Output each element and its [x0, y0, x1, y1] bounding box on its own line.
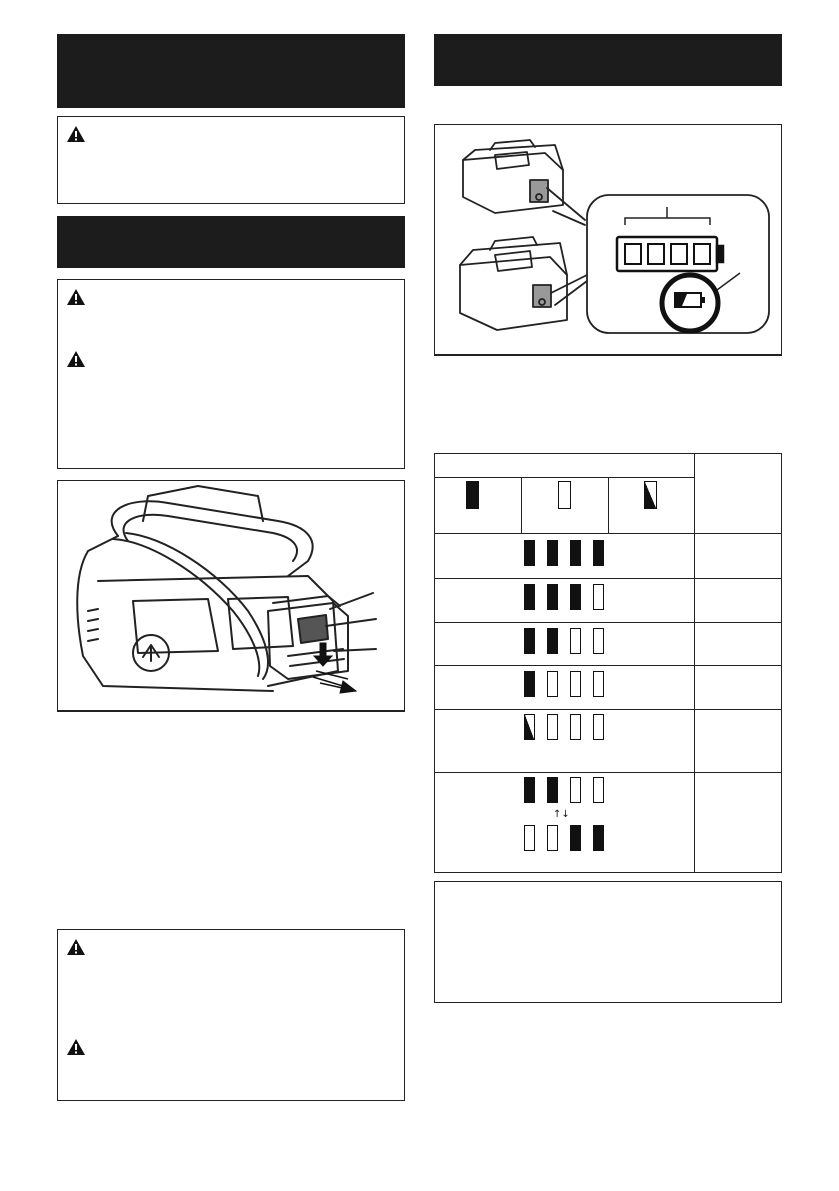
legend-lit-segment [466, 481, 479, 509]
battery-segment-lit [570, 584, 581, 610]
battery-segment-off [524, 825, 535, 851]
indicator-row-5 [434, 714, 694, 740]
indicator-row-4 [434, 671, 694, 697]
legend-off-segment [558, 481, 571, 509]
legend-blinking-segment [644, 481, 657, 509]
battery-segment-off [547, 714, 558, 740]
warning-triangle-icon [66, 350, 86, 368]
indicator-table [434, 453, 782, 873]
battery-segment-lit [524, 628, 535, 654]
battery-segment-lit [593, 540, 604, 566]
battery-segment-off [570, 671, 581, 697]
indicator-row-1 [434, 540, 694, 566]
battery-segment-off [547, 671, 558, 697]
section-header-bar-2 [57, 216, 405, 268]
battery-segment-lit [547, 584, 558, 610]
section-header-bar-1 [57, 34, 405, 108]
battery-segment-lit [547, 540, 558, 566]
note-box [434, 881, 782, 1003]
figure-battery-indicator [434, 124, 782, 356]
battery-cartridges-illustration [435, 125, 780, 353]
figure-battery-removal [57, 480, 405, 712]
battery-segment-off [547, 825, 558, 851]
battery-segment-off [593, 671, 604, 697]
warning-triangle-icon [66, 288, 86, 306]
battery-segment-off [593, 714, 604, 740]
chainsaw-illustration [58, 481, 403, 709]
warning-triangle-icon [66, 938, 86, 956]
battery-segment-lit [547, 777, 558, 803]
battery-segment-off [570, 628, 581, 654]
battery-segment-off [593, 584, 604, 610]
battery-segment-off [570, 777, 581, 803]
battery-segment-lit [593, 825, 604, 851]
indicator-row-6-bottom [434, 825, 694, 851]
indicator-row-6-top [434, 777, 694, 803]
warning-box-3 [57, 929, 405, 1101]
warning-box-2 [57, 279, 405, 469]
battery-segment-blinking [524, 714, 535, 740]
warning-box-1 [57, 116, 405, 204]
battery-segment-lit [570, 825, 581, 851]
battery-segment-lit [524, 584, 535, 610]
indicator-row-2 [434, 584, 694, 610]
alternating-arrows-icon: ↑↓ [553, 809, 570, 820]
battery-segment-lit [524, 540, 535, 566]
battery-segment-lit [570, 540, 581, 566]
battery-segment-off [593, 628, 604, 654]
indicator-table-grid [434, 453, 782, 873]
battery-segment-off [570, 714, 581, 740]
indicator-row-3 [434, 628, 694, 654]
warning-triangle-icon [66, 1038, 86, 1056]
battery-segment-lit [547, 628, 558, 654]
battery-segment-off [593, 777, 604, 803]
section-header-bar-3 [434, 34, 782, 86]
battery-segment-lit [524, 777, 535, 803]
warning-triangle-icon [66, 125, 86, 143]
battery-segment-lit [524, 671, 535, 697]
